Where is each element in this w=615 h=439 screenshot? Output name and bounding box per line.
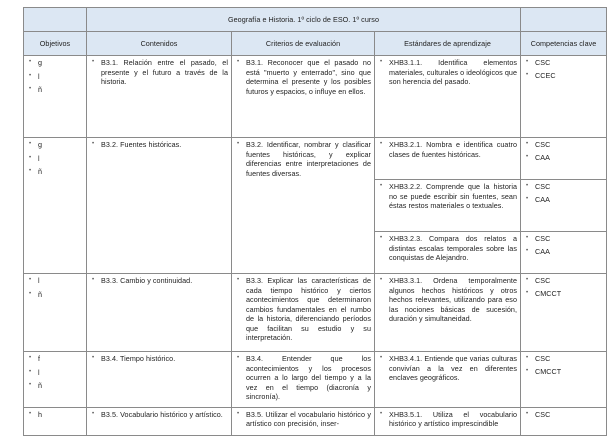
competencia-item: • CMCCT bbox=[526, 367, 603, 377]
contenido-cell bbox=[87, 138, 232, 274]
estandar-text: • XHB3.2.2. Comprende que la historia no se puede escribir sin fuentes, sean éstas restos materiales o textuales. bbox=[380, 182, 517, 211]
objetivo-item: • l bbox=[29, 276, 83, 286]
competencia-item: • CSC bbox=[526, 58, 603, 68]
objetivos-cell bbox=[24, 274, 87, 352]
objetivo-item: • g bbox=[29, 58, 83, 68]
estandar-text: • XHB3.3.1. Ordena temporalmente algunos hechos históricos y otros hechos relevantes, utilizando para eso las nociones básicas de sucesión, duración y simultaneidad. bbox=[380, 276, 517, 324]
criterio-cell bbox=[232, 138, 375, 274]
estandares-cell bbox=[375, 138, 521, 274]
column-header-estandares: Estándares de aprendizaje bbox=[375, 32, 521, 56]
competencia-item: • CAA bbox=[526, 247, 603, 257]
header-blank-cell bbox=[24, 8, 87, 32]
contenido-text: • B3.1. Relación entre el pasado, el presente y el futuro a través de la historia. bbox=[92, 58, 228, 87]
objetivo-item: • f bbox=[29, 354, 83, 364]
competencias-cell bbox=[521, 407, 607, 435]
header-blank-cell bbox=[521, 8, 607, 32]
criterio-cell bbox=[232, 274, 375, 352]
objetivo-item: • l bbox=[29, 368, 83, 378]
objetivo-item: • ñ bbox=[29, 381, 83, 391]
competencia-item: • CAA bbox=[526, 195, 603, 205]
estandar-text: • XHB3.2.1. Nombra e identifica cuatro clases de fuentes históricas. bbox=[380, 140, 517, 159]
contenido-text: • B3.4. Tiempo histórico. bbox=[92, 354, 228, 364]
column-header-contenidos: Contenidos bbox=[87, 32, 232, 56]
objetivo-item: • h bbox=[29, 410, 83, 420]
criterio-text: • B3.5. Utilizar el vocabulario histórico y artístico con precisión, inser- bbox=[237, 410, 371, 429]
column-header-objetivos: Objetivos bbox=[24, 32, 87, 56]
objetivo-item: • g bbox=[29, 140, 83, 150]
objetivo-item: • ñ bbox=[29, 85, 83, 95]
criterio-text: • B3.3. Explicar las características de cada tiempo histórico y ciertos acontecimientos que determinaron cambios fundamentales en el rumbo de la historia, diferenciando períodos que facilitan su estudio y su interpretación. bbox=[237, 276, 371, 343]
competencias-cell bbox=[521, 352, 607, 408]
competencia-item: • CSC bbox=[526, 182, 603, 192]
contenido-cell bbox=[87, 352, 232, 408]
column-header-criterios: Criterios de evaluación bbox=[232, 32, 375, 56]
objetivos-cell bbox=[24, 352, 87, 408]
column-header-competencias: Competencias clave bbox=[521, 32, 607, 56]
competencia-item: • CSC bbox=[526, 276, 603, 286]
competencias-cell bbox=[521, 274, 607, 352]
estandares-cell bbox=[375, 352, 521, 408]
contenido-cell bbox=[87, 274, 232, 352]
competencia-item: • CMCCT bbox=[526, 289, 603, 299]
objetivos-cell bbox=[24, 407, 87, 435]
estandar-text: • XHB3.1.1. Identifica elementos materiales, culturales o ideológicos que son herencia del pasado. bbox=[380, 58, 517, 87]
table-row bbox=[24, 138, 607, 274]
contenido-cell bbox=[87, 407, 232, 435]
competencia-item: • CAA bbox=[526, 153, 603, 163]
table-row bbox=[24, 407, 607, 435]
estandar-text: • XHB3.4.1. Entiende que varias culturas convivían a la vez en diferentes enclaves geográficos. bbox=[380, 354, 517, 383]
competencia-item: • CSC bbox=[526, 354, 603, 364]
estandares-cell bbox=[375, 274, 521, 352]
table-row bbox=[24, 56, 607, 138]
criterio-cell bbox=[232, 56, 375, 138]
estandar-text: • XHB3.5.1. Utiliza el vocabulario histórico y artístico imprescindible bbox=[380, 410, 517, 429]
estandar-text: • XHB3.2.3. Compara dos relatos a distintas escalas temporales sobre las conquistas de Alejandro. bbox=[380, 234, 517, 263]
competencia-item: • CCEC bbox=[526, 71, 603, 81]
estandares-cell bbox=[375, 407, 521, 435]
contenido-text: • B3.3. Cambio y continuidad. bbox=[92, 276, 228, 286]
objetivo-item: • l bbox=[29, 72, 83, 82]
objetivo-item: • ñ bbox=[29, 290, 83, 300]
competencia-item: • CSC bbox=[526, 140, 603, 150]
competencia-item: • CSC bbox=[526, 234, 603, 244]
table-title: Geografía e Historia. 1º ciclo de ESO. 1º curso bbox=[87, 8, 521, 32]
contenido-cell bbox=[87, 56, 232, 138]
criterio-text: • B3.2. Identificar, nombrar y clasificar fuentes históricas, y explicar diferencias entre interpretaciones de fuentes diversas. bbox=[237, 140, 371, 178]
curriculum-table bbox=[23, 7, 607, 436]
criterio-cell bbox=[232, 352, 375, 408]
criterio-text: • B3.4. Entender que los acontecimientos y los procesos ocurren a lo largo del tiempo y a la vez en el tiempo (diacronía y sincronía). bbox=[237, 354, 371, 402]
table-row bbox=[24, 274, 607, 352]
objetivos-cell bbox=[24, 138, 87, 274]
table-row bbox=[24, 352, 607, 408]
objetivo-item: • l bbox=[29, 154, 83, 164]
competencia-item: • CSC bbox=[526, 410, 603, 420]
contenido-text: • B3.2. Fuentes históricas. bbox=[92, 140, 228, 150]
criterio-cell bbox=[232, 407, 375, 435]
competencias-cell bbox=[521, 138, 607, 274]
contenido-text: • B3.5. Vocabulario histórico y artístico. bbox=[92, 410, 228, 420]
competencias-cell bbox=[521, 56, 607, 138]
objetivo-item: • ñ bbox=[29, 167, 83, 177]
objetivos-cell bbox=[24, 56, 87, 138]
criterio-text: • B3.1. Reconocer que el pasado no está "muerto y enterrado", sino que determina el presente y los posibles futuros y espacios, o influye en ellos. bbox=[237, 58, 371, 96]
estandares-cell bbox=[375, 56, 521, 138]
